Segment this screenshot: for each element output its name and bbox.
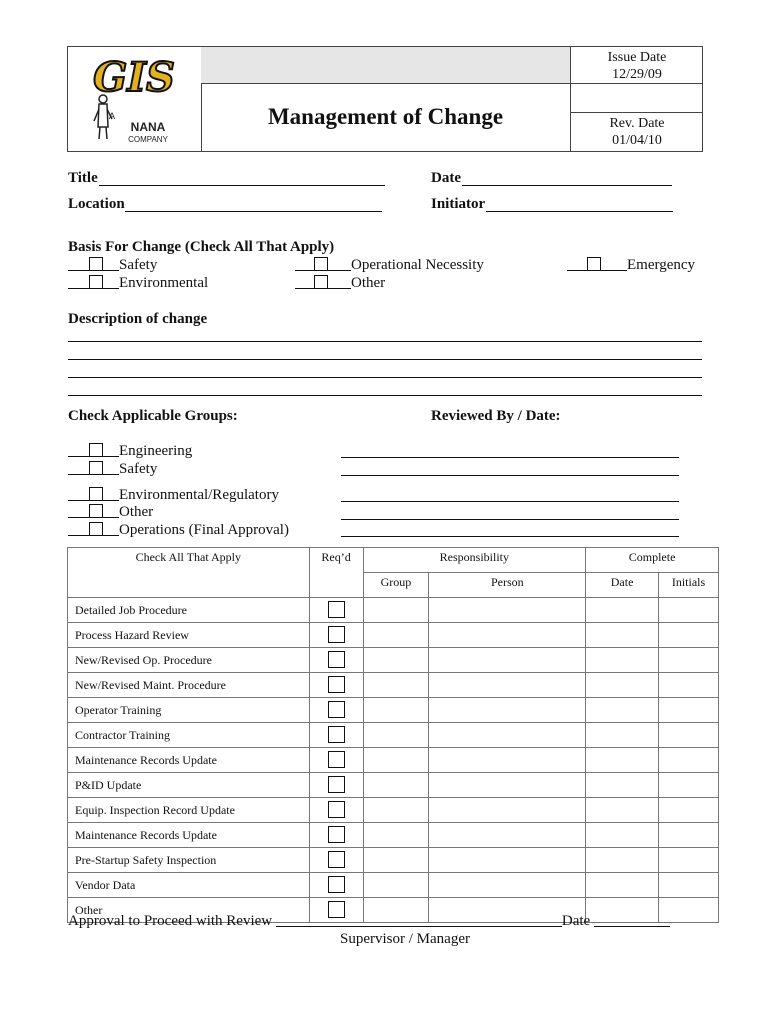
checkbox[interactable] — [89, 443, 103, 457]
table-header-row — [68, 548, 719, 573]
initials-cell[interactable] — [659, 848, 719, 873]
reqd-checkbox[interactable] — [328, 751, 345, 768]
group-engineering[interactable]: Engineering — [68, 443, 192, 460]
group-cell[interactable] — [363, 673, 429, 698]
reqd-checkbox[interactable] — [328, 726, 345, 743]
person-cell[interactable] — [429, 623, 586, 648]
basis-option-emergency[interactable]: Emergency — [567, 257, 695, 274]
basis-option-other[interactable]: Other — [295, 275, 385, 292]
row-label: Contractor Training — [68, 723, 310, 748]
col-date: Date — [586, 573, 659, 598]
row-label: Pre-Startup Safety Inspection — [68, 848, 310, 873]
table-row — [68, 723, 719, 748]
reqd-checkbox[interactable] — [328, 776, 345, 793]
row-label: Detailed Job Procedure — [68, 598, 310, 623]
group-cell[interactable] — [363, 623, 429, 648]
reviewed-by-line[interactable] — [341, 501, 679, 502]
initials-cell[interactable] — [659, 873, 719, 898]
initials-cell[interactable] — [659, 748, 719, 773]
person-cell[interactable] — [429, 698, 586, 723]
group-cell[interactable] — [363, 698, 429, 723]
date-cell[interactable] — [586, 598, 659, 623]
gis-logo-icon — [68, 47, 201, 151]
initials-cell[interactable] — [659, 698, 719, 723]
approval-signature-field[interactable] — [276, 913, 562, 927]
date-cell[interactable] — [586, 873, 659, 898]
person-cell[interactable] — [429, 798, 586, 823]
issue-date-value: 12/29/09 — [612, 67, 662, 82]
initials-cell[interactable] — [659, 823, 719, 848]
reqd-checkbox[interactable] — [328, 851, 345, 868]
company-logo — [68, 47, 202, 151]
checkbox[interactable] — [89, 504, 103, 518]
col-initials: Initials — [659, 573, 719, 598]
approval-line — [68, 913, 670, 930]
reqd-cell[interactable] — [309, 723, 363, 748]
reqd-checkbox[interactable] — [328, 826, 345, 843]
date-cell[interactable] — [586, 623, 659, 648]
table-body — [68, 598, 719, 923]
reqd-checkbox[interactable] — [328, 601, 345, 618]
table-row — [68, 748, 719, 773]
checkbox[interactable] — [89, 522, 103, 536]
checkbox[interactable] — [314, 257, 328, 271]
table-row — [68, 673, 719, 698]
person-cell[interactable] — [429, 723, 586, 748]
reqd-checkbox[interactable] — [328, 626, 345, 643]
group-cell[interactable] — [363, 748, 429, 773]
row-label: New/Revised Op. Procedure — [68, 648, 310, 673]
location-field-label: Location — [68, 196, 125, 212]
row-label: Other — [68, 898, 310, 923]
person-cell[interactable] — [429, 648, 586, 673]
group-cell[interactable] — [363, 598, 429, 623]
reviewed-heading: Reviewed By / Date: — [431, 408, 561, 424]
initiator-field[interactable] — [486, 211, 673, 212]
group-cell[interactable] — [363, 873, 429, 898]
row-label: Process Hazard Review — [68, 623, 310, 648]
table-row — [68, 823, 719, 848]
col-responsibility: Responsibility — [363, 548, 586, 573]
reqd-cell[interactable] — [309, 648, 363, 673]
reqd-checkbox[interactable] — [328, 701, 345, 718]
checkbox[interactable] — [89, 487, 103, 501]
reviewed-by-line[interactable] — [341, 536, 679, 537]
initials-cell[interactable] — [659, 773, 719, 798]
group-cell[interactable] — [363, 773, 429, 798]
checkbox[interactable] — [89, 461, 103, 475]
svg-text:A: A — [109, 111, 116, 121]
description-line[interactable] — [68, 341, 702, 342]
reqd-checkbox[interactable] — [328, 676, 345, 693]
group-safety[interactable]: Safety — [68, 461, 157, 478]
initials-cell[interactable] — [659, 723, 719, 748]
table-row — [68, 648, 719, 673]
reqd-checkbox[interactable] — [328, 801, 345, 818]
checkbox[interactable] — [89, 257, 103, 271]
date-cell[interactable] — [586, 773, 659, 798]
reviewed-by-line[interactable] — [341, 519, 679, 520]
date-cell[interactable] — [586, 723, 659, 748]
rev-date-label: Rev. Date — [609, 116, 665, 131]
title-field[interactable] — [99, 185, 385, 186]
group-cell[interactable] — [363, 723, 429, 748]
title-field-label: Title — [68, 170, 98, 186]
person-cell[interactable] — [429, 873, 586, 898]
date-cell[interactable] — [586, 673, 659, 698]
date-cell[interactable] — [586, 848, 659, 873]
rev-date-value: 01/04/10 — [612, 133, 662, 148]
description-line[interactable] — [68, 359, 702, 360]
initials-cell[interactable] — [659, 673, 719, 698]
location-field[interactable] — [125, 211, 382, 212]
row-label: New/Revised Maint. Procedure — [68, 673, 310, 698]
checklist-table — [67, 547, 719, 923]
group-cell[interactable] — [363, 648, 429, 673]
checkbox[interactable] — [587, 257, 601, 271]
col-group: Group — [363, 573, 429, 598]
reqd-cell[interactable] — [309, 823, 363, 848]
svg-text:NANA: NANA — [130, 120, 166, 134]
approval-date-field[interactable] — [594, 913, 670, 927]
table-row — [68, 698, 719, 723]
group-other[interactable]: Other — [68, 504, 153, 521]
date-cell[interactable] — [586, 698, 659, 723]
col-person: Person — [429, 573, 586, 598]
group-environmental[interactable]: Environmental/Regulatory — [68, 487, 279, 504]
rev-date-box — [571, 112, 703, 151]
issue-date-label: Issue Date — [607, 50, 667, 65]
initiator-field-label: Initiator — [431, 196, 486, 212]
reqd-checkbox[interactable] — [328, 876, 345, 893]
row-label: Equip. Inspection Record Update — [68, 798, 310, 823]
reqd-cell[interactable] — [309, 748, 363, 773]
date-field-label: Date — [431, 170, 461, 186]
group-cell[interactable] — [363, 798, 429, 823]
date-cell[interactable] — [586, 648, 659, 673]
row-label: Vendor Data — [68, 873, 310, 898]
col-complete: Complete — [586, 548, 719, 573]
form-header — [67, 46, 703, 152]
description-line[interactable] — [68, 377, 702, 378]
groups-heading: Check Applicable Groups: — [68, 408, 238, 424]
date-cell[interactable] — [586, 798, 659, 823]
approval-sub-label: Supervisor / Manager — [340, 931, 470, 947]
reviewed-by-line[interactable] — [341, 475, 679, 476]
initials-cell[interactable] — [659, 798, 719, 823]
person-cell[interactable] — [429, 848, 586, 873]
initials-cell[interactable] — [659, 598, 719, 623]
blank-box — [571, 84, 703, 113]
basis-option-safety[interactable]: Safety — [68, 257, 157, 274]
col-reqd: Req’d — [309, 548, 363, 598]
checkbox[interactable] — [314, 275, 328, 289]
table-row — [68, 773, 719, 798]
reviewed-by-line[interactable] — [341, 457, 679, 458]
reqd-cell[interactable] — [309, 848, 363, 873]
row-label: Maintenance Records Update — [68, 823, 310, 848]
col-check-all: Check All That Apply — [68, 548, 310, 598]
date-cell[interactable] — [586, 748, 659, 773]
svg-text:COMPANY: COMPANY — [128, 135, 168, 144]
reqd-cell[interactable] — [309, 773, 363, 798]
page-title: Management of Change — [267, 104, 504, 129]
initials-cell[interactable] — [659, 648, 719, 673]
issue-date-box — [571, 47, 703, 84]
reqd-cell[interactable] — [309, 623, 363, 648]
date-field[interactable] — [462, 185, 672, 186]
reqd-cell[interactable] — [309, 798, 363, 823]
date-cell[interactable] — [586, 823, 659, 848]
basis-option-operational[interactable]: Operational Necessity — [295, 257, 484, 274]
reqd-checkbox[interactable] — [328, 651, 345, 668]
reqd-cell[interactable] — [309, 698, 363, 723]
description-line[interactable] — [68, 395, 702, 396]
table-row — [68, 598, 719, 623]
date-panel — [570, 47, 703, 151]
person-cell[interactable] — [429, 773, 586, 798]
group-cell[interactable] — [363, 823, 429, 848]
person-cell[interactable] — [429, 823, 586, 848]
basis-heading: Basis For Change (Check All That Apply) — [68, 239, 335, 255]
row-label: P&ID Update — [68, 773, 310, 798]
approval-date-label: Date — [561, 913, 591, 929]
group-cell[interactable] — [363, 848, 429, 873]
logo-letters: GIS — [93, 54, 175, 101]
person-cell[interactable] — [429, 598, 586, 623]
basis-option-environmental[interactable]: Environmental — [68, 275, 208, 292]
person-cell[interactable] — [429, 748, 586, 773]
row-label: Operator Training — [68, 698, 310, 723]
checkbox[interactable] — [89, 275, 103, 289]
initials-cell[interactable] — [659, 623, 719, 648]
description-heading: Description of change — [68, 311, 208, 327]
reqd-cell[interactable] — [309, 873, 363, 898]
row-label: Maintenance Records Update — [68, 748, 310, 773]
table-row — [68, 873, 719, 898]
group-operations[interactable]: Operations (Final Approval) — [68, 522, 289, 539]
person-cell[interactable] — [429, 673, 586, 698]
header-grey-band — [201, 47, 570, 84]
reqd-cell[interactable] — [309, 673, 363, 698]
table-row — [68, 798, 719, 823]
approval-label: Approval to Proceed with Review — [68, 913, 273, 929]
reqd-cell[interactable] — [309, 598, 363, 623]
table-row — [68, 623, 719, 648]
table-row — [68, 848, 719, 873]
